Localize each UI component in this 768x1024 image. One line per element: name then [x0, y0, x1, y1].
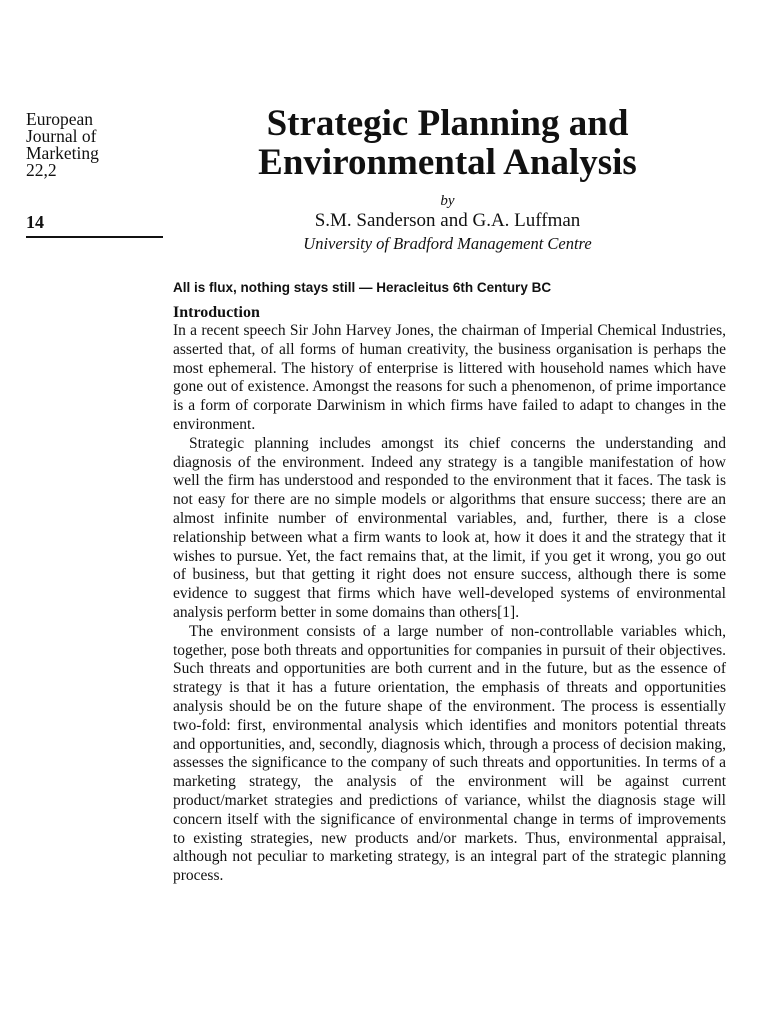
- journal-name-line-2: Journal of: [26, 126, 97, 146]
- paragraph: The environment consists of a large number of non-controllable variables which, together, pose both threats and opportunities for companies in pursuit of their objectives. Such threats and opportunities are both current and in the future, but as the essence of strategy is that it has a future orientation, the emphasis of threats and opportunities analysis should be on the future shape of the environment. The process is essentially two-fold: first, environmental analysis which identifies and monitors potential threats and opportunities, and, secondly, diagnosis which, through a process of decision making, assesses the significance to the company of such threats and opportunities. In terms of a marketing strategy, the analysis of the environment will be against current product/market strategies and predictions of variance, whilst the diagnosis stage will concern itself with the significance of environmental change in terms of improvements to existing strategies, new products and/or markets. Thus, environmental appraisal, although not peculiar to marketing strategy, is an integral part of the strategic planning process.: [173, 622, 726, 885]
- journal-info: [26, 111, 166, 179]
- article-title: [175, 104, 720, 182]
- journal-name-line-3: Marketing: [26, 143, 99, 163]
- epigraph: All is flux, nothing stays still — Heracleitus 6th Century BC: [173, 280, 552, 295]
- affiliation: University of Bradford Management Centre: [303, 234, 592, 253]
- article-body: [173, 322, 726, 886]
- page-number: 14: [26, 212, 44, 232]
- authors: S.M. Sanderson and G.A. Luffman: [314, 210, 581, 231]
- journal-volume-issue: 22,2: [26, 160, 57, 180]
- paragraph: In a recent speech Sir John Harvey Jones, the chairman of Imperial Chemical Industries, asserted that, of all forms of human creativity, the business organisation is perhaps the most ephemeral. The history of enterprise is littered with household names which have gone out of existence. Amongst the reasons for such a phenomenon, of prime importance is a form of corporate Darwinism in which firms have failed to adapt to changes in the environment.: [173, 322, 726, 433]
- sidebar-divider: [26, 236, 163, 238]
- journal-name-line-1: European: [26, 109, 94, 129]
- article-title-line-1: Strategic Planning and: [266, 103, 629, 144]
- paragraph: Strategic planning includes amongst its chief concerns the understanding and diagnosis of the environment. Indeed any strategy is a tangible manifestation of how well the firm has understood and responded to the environment that it faces. The task is not easy for there are no simple models or algorithms that ensure success; there are an almost infinite number of environmental variables, and, further, there is a close relationship between what a firm wants to look at, how it does it and the strategy that it wishes to pursue. Yet, the fact remains that, at the limit, if you get it wrong, you go out of business, but that getting it right does not ensure success, although there is some evidence to suggest that firms which have well-developed systems of environmental analysis perform better in some domains than others[1].: [173, 434, 726, 621]
- article-title-line-2: Environmental Analysis: [258, 142, 637, 183]
- section-heading: Introduction: [173, 304, 260, 321]
- byline-label: by: [440, 193, 455, 209]
